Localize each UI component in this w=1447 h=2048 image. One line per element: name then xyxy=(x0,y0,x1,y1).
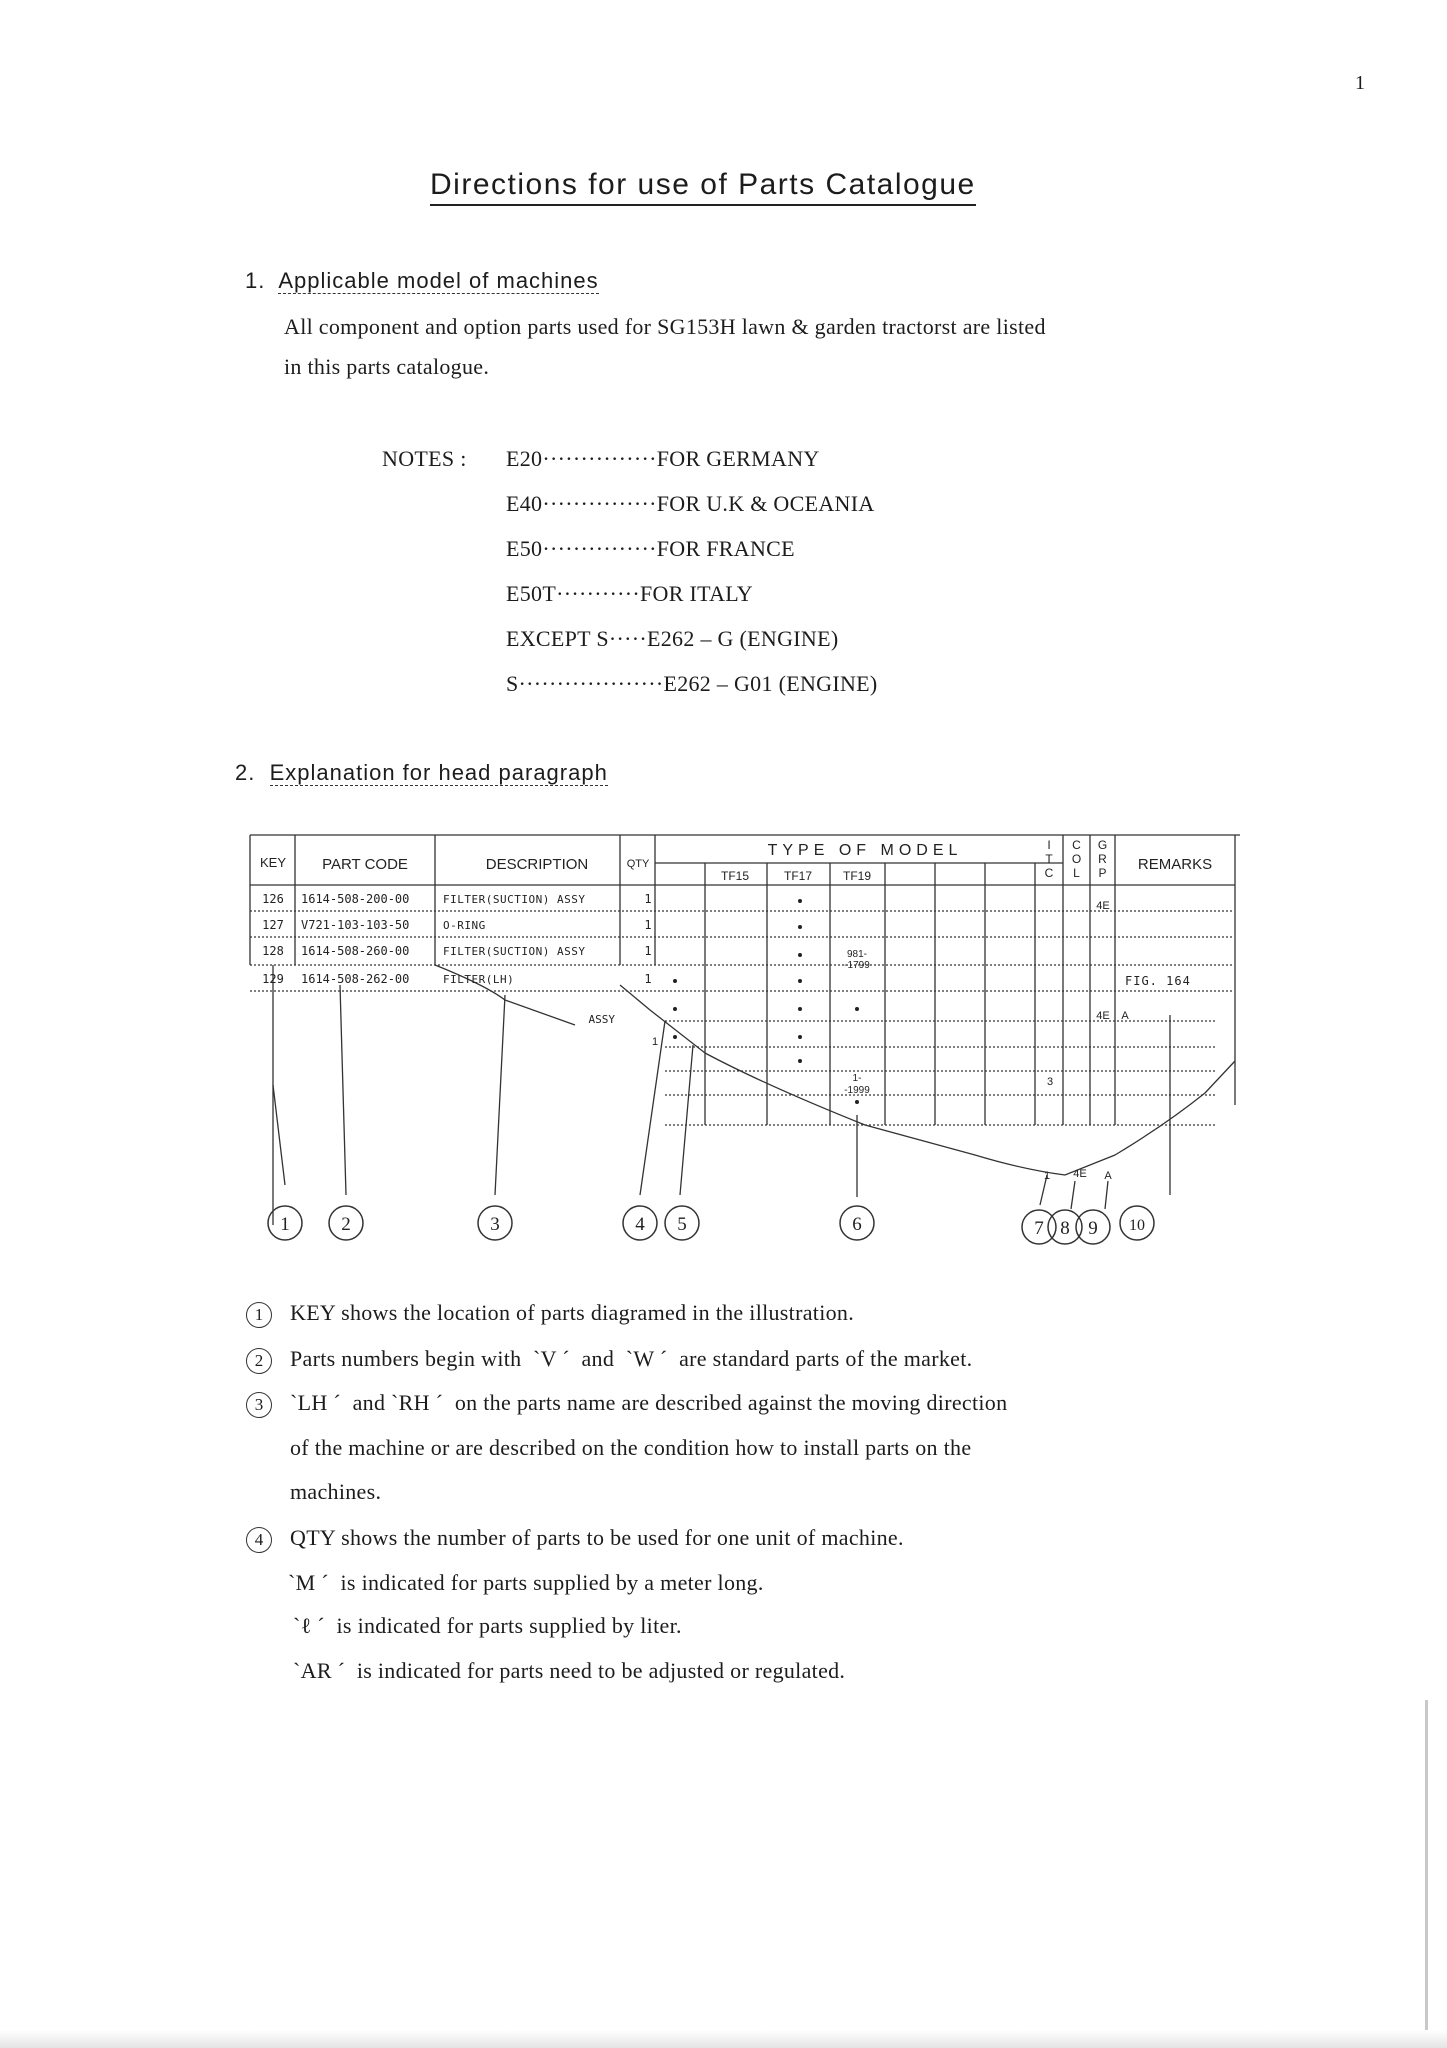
grp-code-cell: A xyxy=(1121,1010,1129,1022)
header-itc-letter: T xyxy=(1045,852,1053,866)
callout-2 xyxy=(329,1206,363,1240)
explanation-line: machines. xyxy=(290,1479,382,1504)
row-assy-label: ASSY xyxy=(588,1013,615,1026)
note-text: FOR GERMANY xyxy=(656,446,820,471)
grp-code-cell: A xyxy=(1104,1170,1112,1182)
note-leader: ··············· xyxy=(542,536,657,561)
header-itc-letter: C xyxy=(1044,866,1054,880)
row-description: FILTER(SUCTION) ASSY xyxy=(443,893,586,906)
note-text: E262 – G01 (ENGINE) xyxy=(663,671,878,696)
note-row xyxy=(506,446,820,472)
callout-3 xyxy=(478,1206,512,1240)
explanation-line: ˋLH ˊ and ˋRH ˊ on the parts name are described against the moving direction xyxy=(290,1390,1008,1415)
row-part-code: 1614-508-260-00 xyxy=(301,944,410,958)
header-col-letter: O xyxy=(1071,852,1082,866)
explanation-line: Parts numbers begin with ˋV ˊ and ˋW ˊ are standard parts of the market. xyxy=(290,1346,973,1371)
itc-code-cell: 3 xyxy=(1046,1076,1054,1088)
callout-8 xyxy=(1048,1210,1082,1244)
row-description: O-RING xyxy=(443,919,486,932)
col-code-cell: 4E xyxy=(1096,900,1110,912)
header-type-of-model: TYPE OF MODEL xyxy=(767,842,963,859)
note-leader: ····· xyxy=(608,626,647,651)
notes-label: NOTES : xyxy=(382,446,467,471)
section-1-body-line-2: in this parts catalogue. xyxy=(284,354,490,379)
callout-leader xyxy=(1105,1181,1108,1209)
note-code: E50 xyxy=(506,536,543,561)
note-code: E20 xyxy=(506,446,543,471)
applicability-dot xyxy=(673,979,677,983)
header-col-letter: C xyxy=(1072,838,1081,852)
connector-curve xyxy=(620,985,1235,1175)
note-leader: ··············· xyxy=(542,491,657,516)
callout-number: 9 xyxy=(1088,1218,1098,1239)
note-leader: ··················· xyxy=(518,671,664,696)
header-qty: QTY xyxy=(626,858,650,870)
callout-number: 4 xyxy=(635,1214,645,1235)
page-title: Directions for use of Parts Catalogue xyxy=(430,168,976,206)
header-grp-letter: P xyxy=(1098,866,1107,880)
note-code: S xyxy=(506,671,519,696)
qty-cell: 1 xyxy=(651,1036,659,1048)
callout-number: 1 xyxy=(280,1214,290,1235)
note-row xyxy=(506,536,795,562)
callout-leader xyxy=(340,985,346,1195)
applicability-dot xyxy=(673,1007,677,1011)
remark-figure-cell: FIG. 164 xyxy=(1125,974,1191,988)
explanation-line: KEY shows the location of parts diagramed in the illustration. xyxy=(290,1300,855,1325)
applicability-dot xyxy=(798,953,802,957)
serial-range-cell: 1- xyxy=(852,1073,862,1084)
applicability-dot xyxy=(798,1007,802,1011)
callout-leader xyxy=(495,995,505,1195)
callout-number: 2 xyxy=(341,1214,351,1235)
callout-number: 6 xyxy=(852,1214,862,1235)
section-1-body-line-1: All component and option parts used for SG153H lawn & garden tractorst are listed xyxy=(284,314,1046,339)
row-key: 126 xyxy=(262,892,284,906)
explanation-marker: 2 xyxy=(246,1348,272,1374)
explanation-line: of the machine or are described on the condition how to install parts on the xyxy=(290,1435,972,1460)
section-1-number: 1. xyxy=(245,268,266,293)
header-remarks: REMARKS xyxy=(1137,856,1213,873)
header-itc-letter: I xyxy=(1047,838,1051,852)
note-row xyxy=(506,491,875,517)
callout-number: 8 xyxy=(1060,1218,1070,1239)
note-row xyxy=(506,626,838,652)
header-col-letter: L xyxy=(1073,866,1080,880)
callout-4 xyxy=(623,1206,657,1240)
note-row xyxy=(506,671,878,697)
note-code: E50T xyxy=(506,581,557,606)
row-description: FILTER(SUCTION) ASSY xyxy=(443,945,586,958)
section-1-title: Applicable model of machines xyxy=(278,268,599,293)
note-text: E262 – G (ENGINE) xyxy=(647,626,839,651)
note-code: E40 xyxy=(506,491,543,516)
head-paragraph-diagram xyxy=(245,825,1245,1260)
row-key: 129 xyxy=(262,972,284,986)
callout-leader xyxy=(273,1085,285,1185)
header-grp-letter: R xyxy=(1098,852,1107,866)
col-code-cell: 4E xyxy=(1096,1010,1110,1022)
callout-number: 7 xyxy=(1034,1218,1044,1239)
note-text: FOR FRANCE xyxy=(656,536,795,561)
explanation-marker: 1 xyxy=(246,1302,272,1328)
explanation-line: ˋAR ˊ is indicated for parts need to be adjusted or regulated. xyxy=(293,1658,846,1683)
scan-right-edge xyxy=(1425,1700,1428,2030)
row-key: 127 xyxy=(262,918,284,932)
section-2-title: Explanation for head paragraph xyxy=(269,760,608,785)
applicability-dot xyxy=(673,1035,677,1039)
explanation-line: QTY shows the number of parts to be used for one unit of machine. xyxy=(290,1525,904,1550)
row-part-code: V721-103-103-50 xyxy=(301,918,410,932)
col-code-cell: 4E xyxy=(1073,1168,1087,1180)
callout-number: 10 xyxy=(1129,1217,1145,1234)
callout-5 xyxy=(665,1206,699,1240)
explanation-marker: 4 xyxy=(246,1527,272,1553)
callout-leader xyxy=(1071,1181,1075,1209)
callout-number: 5 xyxy=(677,1214,687,1235)
callout-7 xyxy=(1022,1210,1056,1244)
section-1-heading xyxy=(245,268,599,294)
header-model-tf17: TF17 xyxy=(783,869,813,883)
header-model-tf15: TF15 xyxy=(720,869,750,883)
explanation-line: ˋM ˊ is indicated for parts supplied by a meter long. xyxy=(288,1570,764,1595)
row-description: FILTER(LH) xyxy=(443,973,515,986)
note-text: FOR ITALY xyxy=(639,581,753,606)
row-qty: 1 xyxy=(644,944,652,958)
applicability-dot xyxy=(798,979,802,983)
header-part-code: PART CODE xyxy=(322,856,408,873)
header-description: DESCRIPTION xyxy=(485,856,589,873)
callout-6 xyxy=(840,1206,874,1240)
note-row xyxy=(506,581,753,607)
callout-9 xyxy=(1076,1210,1110,1244)
applicability-dot xyxy=(798,1059,802,1063)
note-leader: ··········· xyxy=(556,581,640,606)
applicability-dot xyxy=(798,925,802,929)
applicability-dot xyxy=(855,1007,859,1011)
serial-range-cell: -1799 xyxy=(844,960,870,971)
section-2-heading xyxy=(235,760,608,786)
section-2-number: 2. xyxy=(235,760,256,785)
applicability-dot xyxy=(798,1035,802,1039)
callout-number: 3 xyxy=(490,1214,500,1235)
header-key: KEY xyxy=(259,855,287,870)
callout-10 xyxy=(1120,1206,1154,1240)
applicability-dot xyxy=(855,1100,859,1104)
row-part-code: 1614-508-262-00 xyxy=(301,972,410,986)
explanation-marker: 3 xyxy=(246,1392,272,1418)
row-qty: 1 xyxy=(644,972,652,986)
applicability-dot xyxy=(798,899,802,903)
serial-range-cell: 981- xyxy=(846,949,868,960)
header-grp-letter: G xyxy=(1097,838,1108,852)
explanation-line: ˋℓ ˊ is indicated for parts supplied by liter. xyxy=(293,1613,682,1638)
scan-bottom-edge xyxy=(0,2030,1447,2048)
note-code: EXCEPT S xyxy=(506,626,609,651)
note-text: FOR U.K & OCEANIA xyxy=(656,491,875,516)
callout-leader xyxy=(680,1045,693,1195)
row-qty: 1 xyxy=(644,892,652,906)
itc-code-cell: 1 xyxy=(1043,1170,1051,1182)
note-leader: ··············· xyxy=(542,446,657,471)
row-key: 128 xyxy=(262,944,284,958)
page-number: 1 xyxy=(1355,72,1365,94)
serial-range-cell: -1999 xyxy=(844,1085,870,1096)
row-qty: 1 xyxy=(644,918,652,932)
row-part-code: 1614-508-200-00 xyxy=(301,892,410,906)
header-model-tf19: TF19 xyxy=(842,869,872,883)
